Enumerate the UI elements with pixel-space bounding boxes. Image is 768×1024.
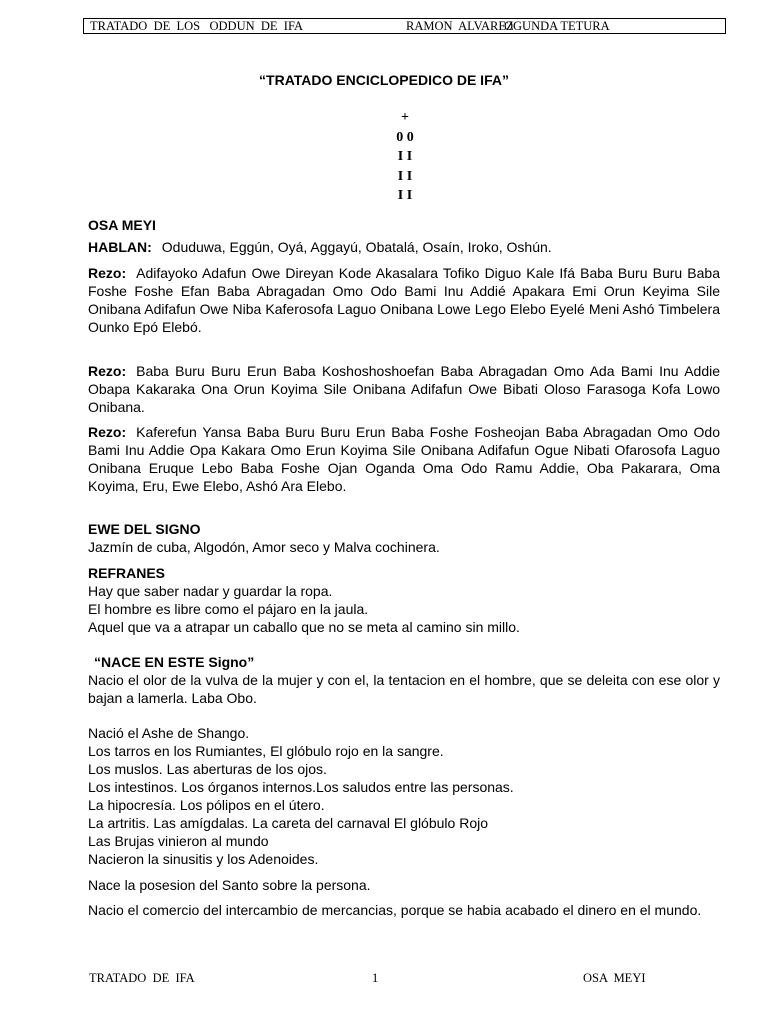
rezo-label: Rezo: — [88, 424, 127, 440]
odu-sign-row: I I — [397, 188, 413, 203]
rezo-paragraph — [88, 264, 720, 336]
rezo-paragraph — [88, 362, 720, 416]
rezo-text: Kaferefun Yansa Baba Buru Buru Erun Baba Foshe Fosheojan Baba Abragadan Omo Odo Bami Inu Addie Opa Kakara Omo Erun Koyima Sile Onibana Adifafun Ogue Nibati Ofarosofa Laguo Onibana Eruque Lebo Baba Foshe Ojan Oganda Oma Odo Ramu Addie, Oba Pakarara, Oma Koyima, Eru, Ewe Elebo, Ashó Ara Elebo. — [88, 424, 720, 494]
nace-line: Los tarros en los Rumiantes, El glóbulo rojo en la sangre. — [88, 743, 444, 759]
running-header — [83, 18, 726, 34]
nace-line: Los muslos. Las aberturas de los ojos. — [88, 761, 327, 777]
refranes-heading: REFRANES — [88, 565, 166, 581]
nace-line: Las Brujas vinieron al mundo — [88, 833, 269, 849]
odu-sign-mark: + — [401, 110, 409, 125]
header-book-title: TRATADO DE LOS ODDUN DE IFA — [90, 19, 303, 33]
sign-name-heading: OSA MEYI — [88, 217, 156, 233]
ewe-text: Jazmín de cuba, Algodón, Amor seco y Malva cochinera. — [88, 539, 440, 555]
nace-intro: Nacio el olor de la vulva de la mujer y con el, la tentacion en el hombre, que se deleita con ese olor y bajan a lamerla. Laba Obo. — [88, 672, 720, 706]
document-title: “TRATADO ENCICLOPEDICO DE IFA” — [259, 72, 509, 88]
odu-sign-row: 0 0 — [396, 129, 414, 145]
footer-sign-name: OSA MEYI — [583, 971, 646, 985]
nace-heading-block — [88, 653, 720, 671]
odu-sign-figure — [0, 108, 768, 206]
rezo-text: Adifayoko Adafun Owe Direyan Kode Akasalara Tofiko Diguo Kale Ifá Baba Buru Buru Baba Foshe Foshe Efan Baba Abragadan Omo Odo Bami Inu Addié Apakara Emi Orun Keyima Sile Onibana Adifafun Owe Niba Kaferosofa Laguo Onibana Lowe Lego Elebo Eyelé Meni Ashó Timbelera Ounko Epó Elebó. — [88, 265, 720, 335]
nace-posesion: Nace la posesion del Santo sobre la persona. — [88, 877, 371, 893]
nace-line: La hipocresía. Los pólipos en el útero. — [88, 797, 325, 813]
nace-line: Nació el Ashe de Shango. — [88, 725, 250, 741]
page-number: 1 — [372, 971, 379, 985]
page-footer — [0, 971, 768, 989]
nace-line: La artritis. Las amígdalas. La careta del carnaval El glóbulo Rojo — [88, 815, 488, 831]
refran-line: Aquel que va a atrapar un caballo que no se meta al camino sin millo. — [88, 619, 520, 635]
odu-sign-row: I I — [397, 149, 413, 164]
rezo-text: Baba Buru Buru Erun Baba Koshoshoshoefan Baba Abragadan Omo Ada Bami Inu Addie Obapa Kakaraka Ona Orun Koyima Sile Onibana Adifafun Owe Bibati Oloso Farasoga Kofa Lowo Onibana. — [88, 363, 720, 415]
hablan-text: Oduduwa, Eggún, Oyá, Aggayú, Obatalá, Osaín, Iroko, Oshún. — [161, 239, 552, 255]
rezo-paragraph — [88, 423, 720, 495]
ewe-section — [88, 520, 720, 556]
refran-line: El hombre es libre como el pájaro en la jaula. — [88, 601, 369, 617]
refran-line: Hay que saber nadar y guardar la ropa. — [88, 583, 333, 599]
nace-line: Los intestinos. Los órganos internos.Los saludos entre las personas. — [88, 779, 514, 795]
nace-line: Nacieron la sinusitis y los Adenoides. — [88, 851, 319, 867]
nace-list — [88, 724, 720, 868]
nace-comercio: Nacio el comercio del intercambio de mercancias, porque se habia acabado el dinero en el mundo. — [88, 902, 702, 918]
footer-book-title: TRATADO DE IFA — [89, 971, 195, 985]
rezo-label: Rezo: — [88, 363, 127, 379]
rezo-label: Rezo: — [88, 265, 127, 281]
odu-sign-row: I I — [397, 168, 413, 184]
nace-heading: “NACE EN ESTE Signo” — [94, 654, 255, 670]
hablan-label: HABLAN: — [88, 239, 152, 255]
refranes-section — [88, 564, 720, 636]
hablan-paragraph — [88, 238, 720, 256]
ewe-heading: EWE DEL SIGNO — [88, 521, 201, 537]
header-chapter: OGUNDA TETURA — [504, 19, 610, 33]
header-author: RAMON ALVAREZ — [406, 19, 514, 33]
